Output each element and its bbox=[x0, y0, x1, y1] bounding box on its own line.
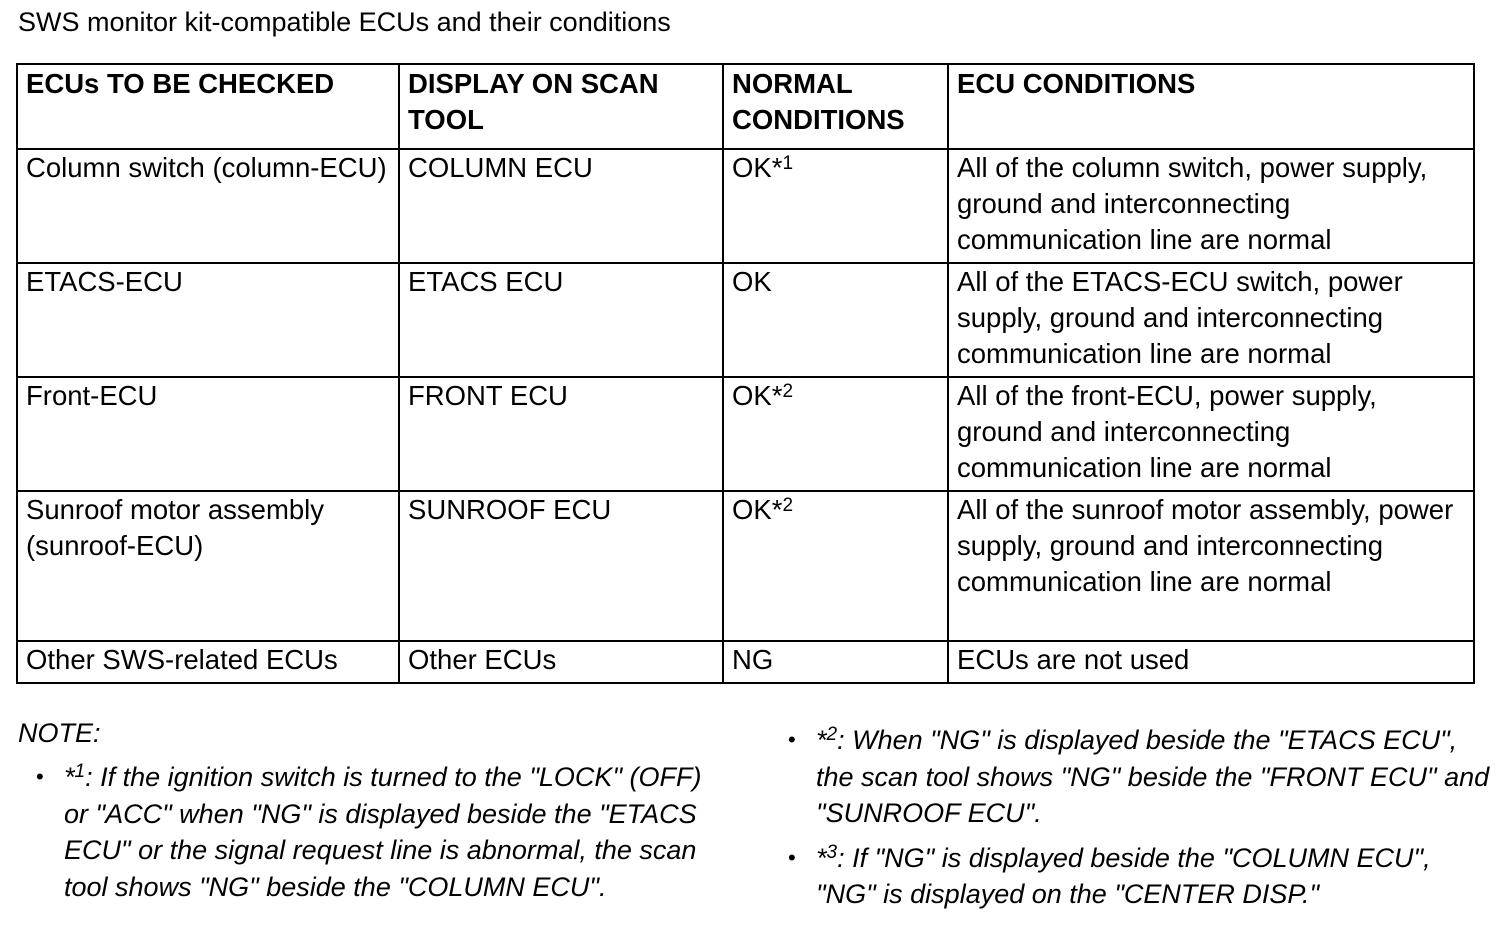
note-column-left bbox=[36, 759, 726, 913]
note-asterisk: * bbox=[816, 842, 827, 873]
table-row bbox=[17, 641, 1474, 683]
normal-value: NG bbox=[732, 644, 774, 675]
footnote-ref: 1 bbox=[782, 153, 794, 174]
table-row bbox=[17, 377, 1474, 491]
note-asterisk: * bbox=[816, 725, 827, 755]
bullet-icon: • bbox=[36, 764, 44, 789]
normal-value: OK* bbox=[732, 380, 783, 411]
cell-normal bbox=[723, 641, 948, 683]
normal-value: OK* bbox=[732, 152, 783, 183]
cell-normal bbox=[723, 377, 948, 491]
cell-ecu: ETACS-ECU bbox=[17, 263, 399, 377]
bullet-icon: • bbox=[788, 727, 796, 752]
cell-conditions: ECUs are not used bbox=[948, 641, 1474, 683]
table-row bbox=[17, 263, 1474, 377]
table-row bbox=[17, 149, 1474, 263]
cell-ecu: Front-ECU bbox=[17, 377, 399, 491]
cell-conditions: All of the ETACS-ECU switch, power supply, ground and interconnecting communication line are normal bbox=[948, 263, 1474, 377]
note-footnote-number: 3 bbox=[826, 841, 838, 863]
header-ecu-conditions: ECU CONDITIONS bbox=[948, 64, 1474, 149]
normal-value: OK bbox=[732, 266, 772, 297]
cell-normal bbox=[723, 491, 948, 641]
normal-value: OK* bbox=[732, 494, 783, 525]
note-item bbox=[36, 759, 726, 905]
cell-display: SUNROOF ECU bbox=[399, 491, 723, 641]
note-asterisk: * bbox=[64, 762, 75, 792]
note-text: : If the ignition switch is turned to the "LOCK" (OFF) or "ACC" when "NG" is displayed beside the "ETACS ECU" or the signal request line is abnormal, the scan tool shows "NG" beside the "COLUMN ECU". bbox=[64, 762, 702, 902]
header-display-on-scan-tool: DISPLAY ON SCAN TOOL bbox=[399, 64, 723, 149]
bullet-icon: • bbox=[788, 844, 796, 870]
footnote-ref: 2 bbox=[782, 381, 794, 402]
cell-conditions: All of the sunroof motor assembly, power supply, ground and interconnecting communication line are normal bbox=[948, 491, 1474, 641]
cell-conditions: All of the front-ECU, power supply, ground and interconnecting communication line are normal bbox=[948, 377, 1474, 491]
cell-normal bbox=[723, 263, 948, 377]
ecu-conditions-table bbox=[16, 63, 1475, 684]
page-title: SWS monitor kit-compatible ECUs and their conditions bbox=[18, 7, 671, 37]
note-footnote-number: 2 bbox=[826, 724, 838, 745]
cell-normal bbox=[723, 149, 948, 263]
note-text: : If "NG" is displayed beside the "COLUMN ECU", "NG" is displayed on the "CENTER DISP." bbox=[816, 842, 1431, 909]
header-ecus-to-be-checked: ECUs TO BE CHECKED bbox=[17, 64, 399, 149]
cell-conditions: All of the column switch, power supply, ground and interconnecting communication line are normal bbox=[948, 149, 1474, 263]
cell-display: Other ECUs bbox=[399, 641, 723, 683]
cell-ecu: Other SWS-related ECUs bbox=[17, 641, 399, 683]
table-header-row bbox=[17, 64, 1474, 149]
note-item bbox=[788, 722, 1493, 832]
note-label: NOTE: bbox=[18, 718, 101, 748]
cell-ecu: Column switch (column-ECU) bbox=[17, 149, 399, 263]
cell-display: ETACS ECU bbox=[399, 263, 723, 377]
cell-display: FRONT ECU bbox=[399, 377, 723, 491]
cell-display: COLUMN ECU bbox=[399, 149, 723, 263]
note-footnote-number: 1 bbox=[74, 761, 86, 782]
note-column-right bbox=[788, 722, 1493, 921]
footnote-ref: 2 bbox=[782, 495, 794, 516]
table-row bbox=[17, 491, 1474, 641]
note-item bbox=[788, 840, 1493, 913]
header-normal-conditions: NORMAL CONDITIONS bbox=[723, 64, 948, 149]
cell-ecu: Sunroof motor assembly (sunroof-ECU) bbox=[17, 491, 399, 641]
note-text: : When "NG" is displayed beside the "ETACS ECU", the scan tool shows "NG" beside the "FRONT ECU" and "SUNROOF ECU". bbox=[816, 725, 1490, 828]
